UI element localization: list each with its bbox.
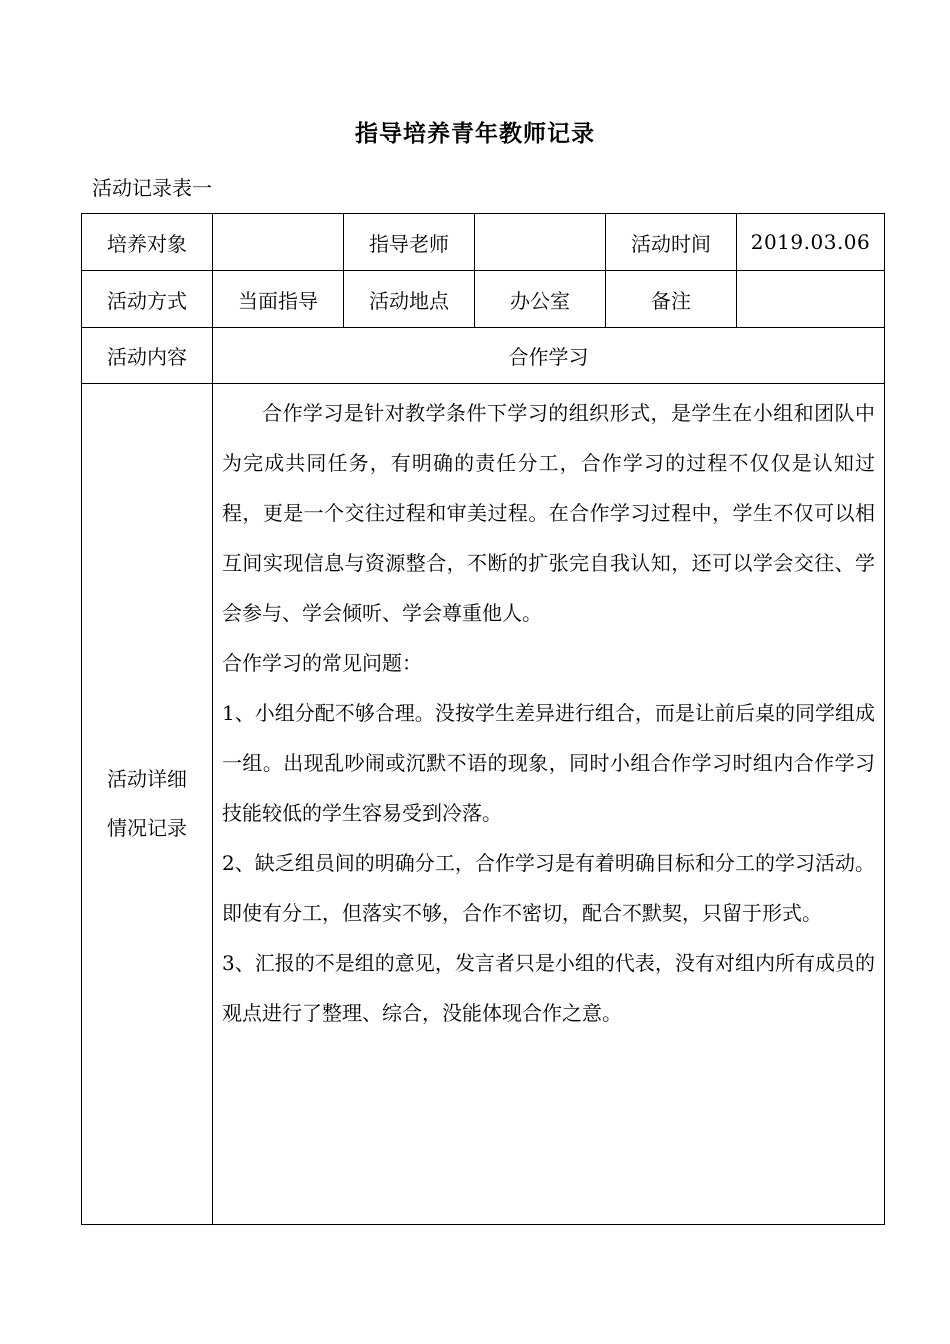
activity-time-label: 活动时间 (606, 214, 737, 271)
table-row (82, 271, 885, 328)
trainee-label: 培养对象 (82, 214, 213, 271)
activity-location-value: 办公室 (475, 271, 606, 328)
activity-content-label: 活动内容 (82, 328, 213, 384)
table-row (82, 214, 885, 271)
document-subtitle: 活动记录表一 (92, 176, 212, 200)
activity-mode-value: 当面指导 (213, 271, 344, 328)
activity-detail-label (82, 384, 213, 1225)
document-title: 指导培养青年教师记录 (355, 121, 595, 147)
detail-label-line2: 情况记录 (107, 816, 187, 840)
trainee-value (213, 214, 344, 271)
detail-label-line1: 活动详细 (107, 767, 187, 791)
activity-detail-body (213, 384, 885, 1225)
activity-time-value: 2019.03.06 (737, 214, 885, 271)
mentor-value (475, 214, 606, 271)
detail-paragraph-intro: 合作学习是针对教学条件下学习的组织形式，是学生在小组和团队中为完成共同任务，有明确的责任分工，合作学习的过程不仅仅是认知过程，更是一个交往过程和审美过程。在合作学习过程中，学生不仅可以相互间实现信息与资源整合，不断的扩张完自我认知，还可以学会交往、学会参与、学会倾听、学会尊重他人。 (222, 401, 875, 625)
mentor-label: 指导老师 (344, 214, 475, 271)
activity-content-value: 合作学习 (213, 328, 885, 384)
detail-paragraph-issue-3: 3、汇报的不是组的意见，发言者只是小组的代表，没有对组内所有成员的观点进行了整理、综合，没能体现合作之意。 (222, 951, 875, 1025)
detail-paragraph-heading: 合作学习的常见问题： (222, 651, 422, 675)
remarks-label: 备注 (606, 271, 737, 328)
activity-location-label: 活动地点 (344, 271, 475, 328)
table-row (82, 328, 885, 384)
remarks-value (737, 271, 885, 328)
activity-record-table (81, 213, 885, 1225)
activity-mode-label: 活动方式 (82, 271, 213, 328)
table-row (82, 384, 885, 1225)
detail-paragraph-issue-2: 2、缺乏组员间的明确分工，合作学习是有着明确目标和分工的学习活动。即使有分工，但落实不够，合作不密切，配合不默契，只留于形式。 (222, 851, 875, 925)
detail-paragraph-issue-1: 1、小组分配不够合理。没按学生差异进行组合，而是让前后桌的同学组成一组。出现乱吵闹或沉默不语的现象，同时小组合作学习时组内合作学习技能较低的学生容易受到冷落。 (222, 701, 875, 825)
